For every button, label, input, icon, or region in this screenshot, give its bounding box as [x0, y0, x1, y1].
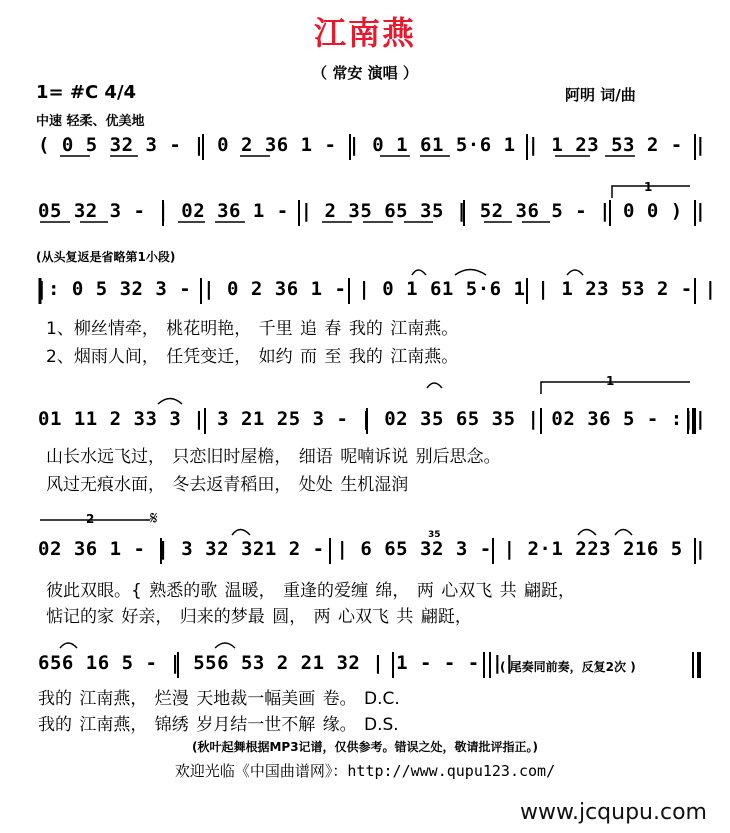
welcome-line: [0, 760, 730, 781]
key-signature: 1= #C 4/4: [36, 82, 137, 103]
site-url-link[interactable]: http://www.qupu123.com/: [347, 762, 556, 780]
notation-line-6: 656 16 5 - | 556 53 2 21 32 | 1 - - - ||: [38, 652, 516, 674]
author: 阿明 词/曲: [565, 86, 636, 104]
lyric-line-3b: 2、烟雨人间， 任凭变迁， 如约 而 至 我的 江南燕。: [46, 347, 459, 367]
volta-1-label: 1: [644, 180, 653, 194]
tempo-marking: 中速 轻柔、优美地: [36, 114, 145, 129]
volta-1-label-b: 1: [606, 374, 615, 388]
lyric-line-5a: 彼此双眼。{ 熟悉的歌 温暖， 重逢的爱缠 绵， 两 心双飞 共 翩跹，: [46, 581, 576, 601]
performer: （ 常安 演唱 ）: [312, 64, 418, 82]
watermark: www.jcqupu.com: [520, 800, 707, 825]
ending-instruction: ( 尾奏同前奏，反复2次 ): [500, 660, 636, 674]
notation-line-5: 02 36 1 - | 3 32 321 2 - | 6 65 32 3 - | 2·1 223 216 5 |: [38, 538, 707, 560]
song-title: 江南燕: [313, 14, 416, 52]
notation-line-2: 05 32 3 - | 02 36 1 - | 2 35 65 35 | 52 36 5 - | 0 0 ) |: [38, 200, 707, 222]
volta-2-label: 2: [86, 512, 95, 526]
lyric-line-6a: 我的 江南燕， 烂漫 天地裁一幅美画 卷。 D.C.: [38, 689, 400, 709]
notation-line-4: 01 11 2 33 3 | 3 21 25 3 - | 02 35 65 35 | 02 36 5 - :||: [38, 408, 707, 430]
notation-line-3: |: 0 5 32 3 - | 0 2 36 1 - | 0 1 61 5·6 1 | 1 23 53 2 - |: [36, 278, 717, 300]
lyric-line-6b: 我的 江南燕， 锦绣 岁月结一世不解 缘。 D.S.: [38, 715, 399, 735]
lyric-line-4b: 风过无痕水面， 冬去返青稻田， 处处 生机湿润: [46, 475, 409, 495]
transcriber-note: (秋叶起舞根据MP3记谱，仅供参考。错误之处，敬请批评指正。): [191, 740, 539, 754]
lyric-line-3a: 1、柳丝情牵， 桃花明艳， 千里 追 春 我的 江南燕。: [46, 319, 459, 339]
lyric-line-5b: 惦记的家 好亲， 归来的梦最 圆， 两 心双飞 共 翩跹，: [46, 607, 472, 627]
grace-notes: 35: [428, 530, 441, 540]
notation-line-1: ( 0 5 32 3 - | 0 2 36 1 - | 0 1 61 5·6 1 | 1 23 53 2 - |: [38, 134, 707, 156]
repeat-instruction: (从头复返是省略第1小段): [36, 250, 176, 264]
lyric-line-4a: 山长水远飞过， 只恋旧时屋檐， 细语 呢喃诉说 别后思念。: [46, 447, 501, 467]
segno-sign: 𝄋: [150, 508, 158, 529]
welcome-text: 欢迎光临《中国曲谱网》：: [174, 762, 348, 780]
